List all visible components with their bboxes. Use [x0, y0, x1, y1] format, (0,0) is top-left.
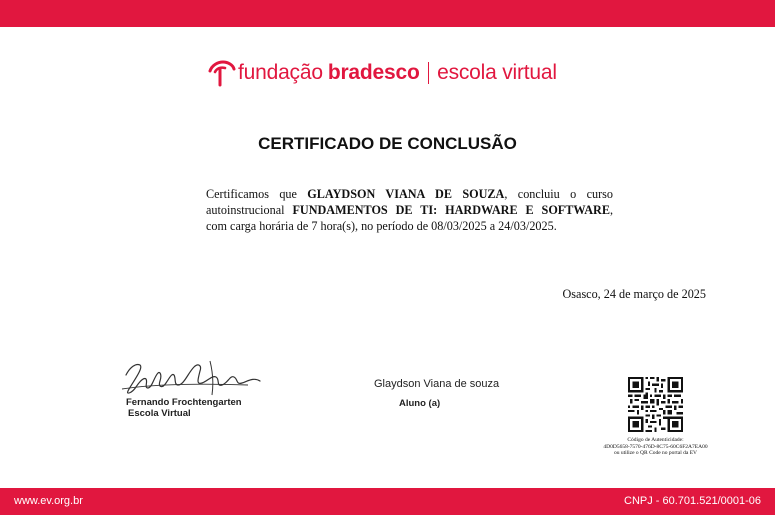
body-line-2: [206, 202, 613, 218]
student-signature-name: Glaydson Viana de souza: [374, 378, 500, 390]
handwritten-signature: [118, 355, 268, 400]
certificate-body: [206, 186, 613, 234]
director-role: Escola Virtual: [128, 408, 191, 419]
body-line-1-prefix: Certificamos que: [206, 187, 308, 201]
tree-icon: [206, 58, 236, 88]
brand-logo: [206, 58, 557, 88]
place-date: Osasco, 24 de março de 2025: [562, 287, 706, 301]
body-line-1: [206, 186, 613, 202]
body-line-3: com carga horária de 7 hora(s), no período de 08/03/2025 a 24/03/2025.: [206, 219, 557, 233]
logo-divider: [428, 62, 430, 84]
course-name-bold: FUNDAMENTOS DE TI: HARDWARE E SOFTWARE: [292, 203, 610, 217]
logo-text-escola-virtual: escola virtual: [437, 61, 557, 84]
top-banner: [0, 0, 775, 27]
authentication-code: 4D0D5658-7570-476D-8C75-60C6F2A7EA00: [603, 443, 708, 450]
body-line-1-suffix: , concluiu o curso: [504, 187, 613, 201]
certificate-title: CERTIFICADO DE CONCLUSÃO: [258, 134, 517, 153]
authentication-block: [583, 437, 728, 457]
qr-code-icon: [628, 377, 683, 432]
body-line-2-suffix: ,: [609, 203, 613, 217]
logo-text-bradesco: bradesco: [327, 61, 420, 84]
website-link[interactable]: www.ev.org.br: [14, 495, 83, 507]
authentication-label: Código de Autenticidade:: [627, 437, 684, 443]
director-name: Fernando Frochtengarten: [126, 397, 242, 408]
body-line-2-prefix: autoinstrucional: [206, 203, 293, 217]
authentication-note: ou utilize o QR Code no portal da EV: [613, 450, 698, 456]
cnpj-text: CNPJ - 60.701.521/0001-06: [624, 495, 761, 507]
student-role: Aluno (a): [399, 398, 441, 409]
logo-text-fundacao: fundação: [238, 61, 323, 84]
student-name-bold: GLAYDSON VIANA DE SOUZA: [307, 187, 505, 201]
